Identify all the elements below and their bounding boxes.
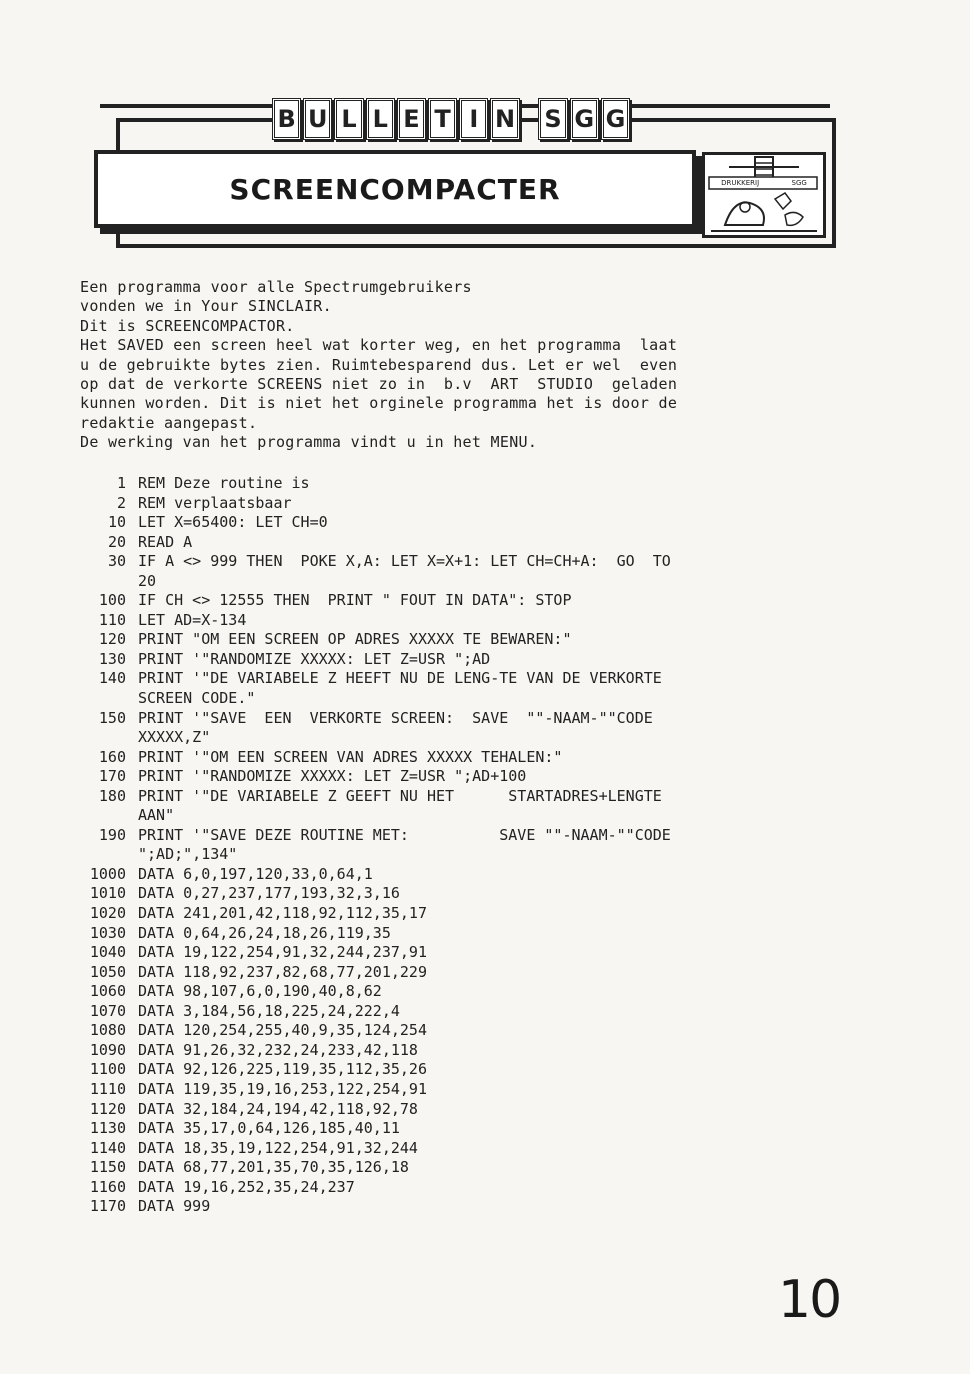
line-number: 1050 xyxy=(89,962,126,981)
code-statement: DATA 3,184,56,18,225,24,222,4 xyxy=(138,1001,400,1020)
code-line xyxy=(80,611,840,631)
line-number xyxy=(80,689,126,709)
code-statement: DATA 91,26,32,232,24,233,42,118 xyxy=(138,1040,418,1059)
logo-letter: G xyxy=(601,98,630,140)
emblem-left-text: DRUKKERIJ xyxy=(721,179,760,187)
code-line xyxy=(80,884,840,904)
line-number xyxy=(80,845,126,865)
code-line xyxy=(80,1080,840,1100)
code-statement: REM verplaatsbaar xyxy=(138,493,292,512)
intro-line: op dat de verkorte SCREENS niet zo in b.v ART STUDIO geladen xyxy=(80,374,678,393)
code-statement: DATA 32,184,24,194,42,118,92,78 xyxy=(138,1099,418,1118)
code-line xyxy=(80,845,840,865)
line-number: 20 xyxy=(107,532,126,551)
code-statement: DATA 999 xyxy=(138,1197,211,1216)
article-title: SCREENCOMPACTER xyxy=(229,172,561,206)
code-line xyxy=(80,650,840,670)
line-number: 100 xyxy=(98,591,126,610)
printing-press-emblem xyxy=(702,152,826,238)
code-line xyxy=(80,982,840,1002)
line-number: 1100 xyxy=(89,1060,126,1079)
line-number xyxy=(80,728,126,748)
code-line xyxy=(80,669,840,689)
emblem-right-text: SGG xyxy=(791,179,807,187)
code-statement: DATA 6,0,197,120,33,0,64,1 xyxy=(138,864,373,883)
line-number: 10 xyxy=(107,513,126,532)
code-line xyxy=(80,767,840,787)
intro-line: De werking van het programma vindt u in het MENU. xyxy=(80,433,538,452)
line-number: 1090 xyxy=(89,1040,126,1059)
intro-paragraph xyxy=(80,278,822,453)
code-statement: IF CH <> 12555 THEN PRINT " FOUT IN DATA": STOP xyxy=(138,591,572,610)
line-number xyxy=(80,806,126,826)
code-statement: REM Deze routine is xyxy=(138,474,310,492)
code-statement: DATA 98,107,6,0,190,40,8,62 xyxy=(138,982,382,1001)
line-number: 190 xyxy=(98,825,126,844)
line-number: 2 xyxy=(116,493,126,512)
code-line xyxy=(80,1100,840,1120)
code-line xyxy=(80,904,840,924)
line-number: 1 xyxy=(116,474,126,492)
line-number: 1130 xyxy=(89,1119,126,1138)
code-statement: DATA 0,64,26,24,18,26,119,35 xyxy=(138,923,391,942)
code-statement: DATA 18,35,19,122,254,91,32,244 xyxy=(138,1138,418,1157)
code-statement: PRINT '"DE VARIABELE Z HEEFT NU DE LENG-TE VAN DE VERKORTE xyxy=(138,669,662,688)
code-line xyxy=(80,513,840,533)
code-statement: DATA 92,126,225,119,35,112,35,26 xyxy=(138,1060,427,1079)
code-line xyxy=(80,1021,840,1041)
code-line xyxy=(80,1139,840,1159)
logo-letter: L xyxy=(334,98,363,140)
line-number: 140 xyxy=(98,669,126,688)
line-number: 1070 xyxy=(89,1001,126,1020)
intro-line: u de gebruikte bytes zien. Ruimtebesparend dus. Let er wel even xyxy=(80,355,678,374)
code-line xyxy=(80,630,840,650)
code-statement: XXXXX,Z" xyxy=(138,728,211,747)
code-statement: 20 xyxy=(138,571,157,590)
code-line xyxy=(80,689,840,709)
line-number: 1140 xyxy=(89,1138,126,1157)
line-number: 160 xyxy=(98,747,126,766)
intro-line: Een programma voor alle Spectrumgebruikers xyxy=(80,278,472,296)
code-statement: DATA 35,17,0,64,126,185,40,11 xyxy=(138,1119,400,1138)
line-number: 1040 xyxy=(89,943,126,962)
code-statement: PRINT "OM EEN SCREEN OP ADRES XXXXX TE BEWAREN:" xyxy=(138,630,572,649)
line-number: 170 xyxy=(98,767,126,786)
code-statement: DATA 0,27,237,177,193,32,3,16 xyxy=(138,884,400,903)
code-statement: PRINT '"DE VARIABELE Z GEEFT NU HET STARTADRES+LENGTE xyxy=(138,786,662,805)
line-number: 1170 xyxy=(89,1197,126,1216)
printing-press-icon xyxy=(705,155,823,235)
code-line xyxy=(80,865,840,885)
line-number xyxy=(80,572,126,592)
intro-line: vonden we in Your SINCLAIR. xyxy=(80,297,332,316)
code-line xyxy=(80,826,840,846)
intro-line: Dit is SCREENCOMPACTOR. xyxy=(80,316,295,335)
code-statement: PRINT '"RANDOMIZE XXXXX: LET Z=USR ";AD xyxy=(138,649,491,668)
code-line xyxy=(80,1041,840,1061)
basic-listing xyxy=(80,474,840,1217)
code-line xyxy=(80,806,840,826)
code-statement: PRINT '"SAVE DEZE ROUTINE MET: SAVE ""-NAAM-""CODE xyxy=(138,825,671,844)
code-line xyxy=(80,1158,840,1178)
intro-line: kunnen worden. Dit is niet het orginele programma het is door de xyxy=(80,394,678,413)
line-number: 130 xyxy=(98,649,126,668)
code-statement: DATA 120,254,255,40,9,35,124,254 xyxy=(138,1021,427,1040)
line-number: 110 xyxy=(98,610,126,629)
code-statement: LET X=65400: LET CH=0 xyxy=(138,513,328,532)
line-number: 1160 xyxy=(89,1177,126,1196)
code-line xyxy=(80,787,840,807)
line-number: 1080 xyxy=(89,1021,126,1040)
intro-line: redaktie aangepast. xyxy=(80,413,258,432)
code-statement: DATA 241,201,42,118,92,112,35,17 xyxy=(138,904,427,923)
bulletin-logo xyxy=(272,96,630,142)
title-box xyxy=(94,150,696,228)
line-number: 1000 xyxy=(89,864,126,883)
code-line xyxy=(80,728,840,748)
code-line xyxy=(80,924,840,944)
code-line xyxy=(80,591,840,611)
emblem-label xyxy=(705,179,823,187)
intro-line: Het SAVED een screen heel wat korter weg, en het programma laat xyxy=(80,336,678,355)
code-line xyxy=(80,748,840,768)
code-line xyxy=(80,474,840,494)
code-line xyxy=(80,1060,840,1080)
code-line xyxy=(80,943,840,963)
code-statement: ";AD;",134" xyxy=(138,845,238,864)
code-line xyxy=(80,494,840,514)
line-number: 1060 xyxy=(89,982,126,1001)
code-statement: PRINT '"RANDOMIZE XXXXX: LET Z=USR ";AD+100 xyxy=(138,767,527,786)
code-line xyxy=(80,1002,840,1022)
code-line xyxy=(80,552,840,572)
code-line xyxy=(80,963,840,983)
logo-letter: G xyxy=(570,98,599,140)
code-statement: PRINT '"SAVE EEN VERKORTE SCREEN: SAVE ""-NAAM-""CODE xyxy=(138,708,653,727)
code-line xyxy=(80,1197,840,1217)
logo-letter: S xyxy=(538,98,567,140)
code-line xyxy=(80,1119,840,1139)
line-number: 120 xyxy=(98,630,126,649)
line-number: 1010 xyxy=(89,884,126,903)
code-statement: SCREEN CODE." xyxy=(138,689,256,708)
code-statement: LET AD=X-134 xyxy=(138,610,247,629)
code-line xyxy=(80,533,840,553)
code-line xyxy=(80,572,840,592)
line-number: 1110 xyxy=(89,1079,126,1098)
code-statement: DATA 19,16,252,35,24,237 xyxy=(138,1177,355,1196)
logo-letter: B xyxy=(272,98,301,140)
line-number: 1030 xyxy=(89,923,126,942)
code-statement: DATA 19,122,254,91,32,244,237,91 xyxy=(138,943,427,962)
line-number: 1020 xyxy=(89,904,126,923)
line-number: 150 xyxy=(98,708,126,727)
logo-letter: I xyxy=(459,98,488,140)
code-statement: AAN" xyxy=(138,806,175,825)
code-statement: PRINT '"OM EEN SCREEN VAN ADRES XXXXX TEHALEN:" xyxy=(138,747,563,766)
code-statement: DATA 68,77,201,35,70,35,126,18 xyxy=(138,1158,409,1177)
logo-letter: L xyxy=(366,98,395,140)
page-number: 10 xyxy=(778,1270,841,1330)
line-number: 180 xyxy=(98,786,126,805)
logo-letter: T xyxy=(428,98,457,140)
line-number: 1150 xyxy=(89,1158,126,1177)
code-statement: READ A xyxy=(138,532,193,551)
code-line xyxy=(80,1178,840,1198)
line-number: 1120 xyxy=(89,1099,126,1118)
code-line xyxy=(80,709,840,729)
logo-letter: N xyxy=(490,98,519,140)
logo-letter: U xyxy=(303,98,332,140)
line-number: 30 xyxy=(107,552,126,571)
code-statement: DATA 119,35,19,16,253,122,254,91 xyxy=(138,1079,427,1098)
logo-letter: E xyxy=(397,98,426,140)
code-statement: IF A <> 999 THEN POKE X,A: LET X=X+1: LET CH=CH+A: GO TO xyxy=(138,552,671,571)
code-statement: DATA 118,92,237,82,68,77,201,229 xyxy=(138,962,427,981)
